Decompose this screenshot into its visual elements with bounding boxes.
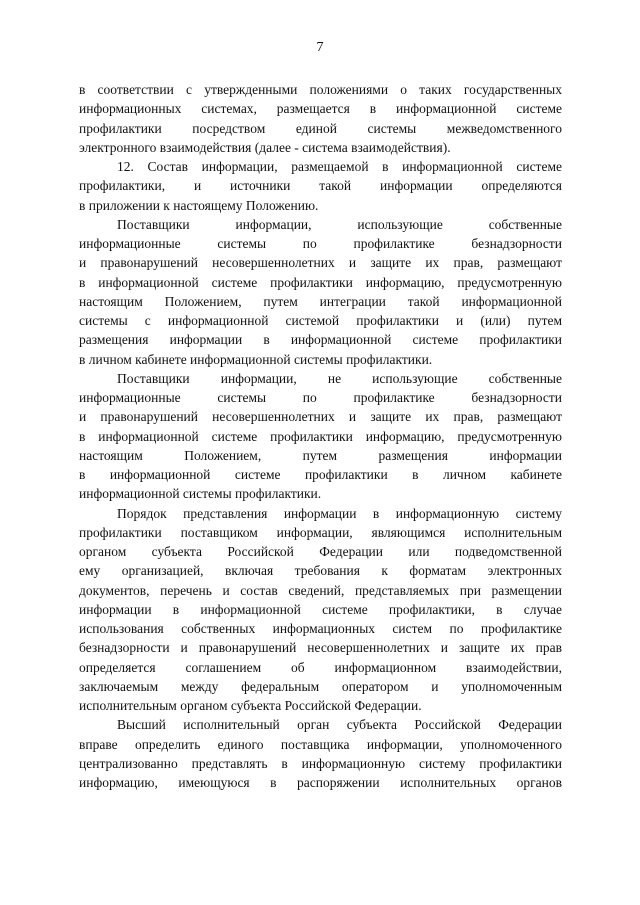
text-line: ему организацией, включая требования к форматам электронных (79, 563, 562, 579)
text-line: использования собственных информационных систем по профилактике (79, 621, 562, 636)
paragraph-3 (79, 215, 562, 369)
text-line: Высший исполнительный орган субъекта Российской Федерации (117, 717, 562, 733)
text-line: Порядок представления информации в информационную систему (117, 505, 562, 521)
document-body (79, 80, 562, 792)
text-line: информационной системы профилактики. (79, 486, 322, 502)
text-line: и правонарушений несовершеннолетних и защите их прав, размещают (79, 409, 562, 425)
text-line: заключаемым между федеральным оператором и уполномоченным (79, 678, 562, 694)
paragraph-6 (79, 715, 562, 792)
text-line: размещения информации в информационной системе профилактики (79, 332, 562, 348)
text-line: органом субъекта Российской Федерации или подведомственной (79, 544, 562, 559)
text-line: профилактики посредством единой системы межведомственного (79, 120, 562, 136)
text-line: в приложении к настоящему Положению. (79, 197, 319, 213)
text-line: 12. Состав информации, размещаемой в информационной системе (117, 159, 562, 174)
page-number: 7 (316, 40, 324, 55)
text-line: информационных системах, размещается в информационной системе (79, 101, 562, 117)
text-line: электронного взаимодействия (далее - система взаимодействия). (79, 139, 451, 155)
text-line: в информационной системе профилактики в личном кабинете (79, 467, 562, 482)
text-line: в информационной системе профилактики информацию, предусмотренную (79, 428, 562, 444)
text-line: в личном кабинете информационной системы профилактики. (79, 351, 433, 367)
text-line: системы с информационной системой профилактики и (или) путем (79, 313, 562, 328)
text-line: настоящим Положением, путем размещения информации (79, 447, 562, 463)
text-line: информационные системы по профилактике безнадзорности (79, 390, 562, 405)
paragraph-5 (79, 504, 562, 716)
text-line: централизованно представлять в информационную систему профилактики (79, 755, 562, 771)
text-line: Поставщики информации, не использующие собственные (117, 370, 562, 386)
text-line: и правонарушений несовершеннолетних и защите их прав, размещают (79, 255, 562, 271)
text-line: профилактики, и источники такой информации определяются (79, 178, 562, 194)
text-line: в информационной системе профилактики информацию, предусмотренную (79, 274, 562, 290)
text-line: безнадзорности и правонарушений несовершеннолетних и защите их прав (79, 640, 562, 656)
text-line: в соответствии с утвержденными положениями о таких государственных (79, 82, 562, 97)
text-line: Поставщики информации, использующие собственные (117, 216, 562, 232)
paragraph-1 (79, 80, 562, 157)
text-line: настоящим Положением, путем интеграции такой информационной (79, 293, 562, 309)
text-line: информационные системы по профилактике безнадзорности (79, 236, 562, 251)
text-line: информации в информационной системе профилактики, в случае (79, 601, 562, 617)
paragraph-2 (79, 157, 562, 215)
text-line: определяется соглашением об информационном взаимодействии, (79, 659, 562, 675)
text-line: документов, перечень и состав сведений, представляемых при размещении (79, 582, 562, 598)
text-line: профилактики поставщиком информации, являющимся исполнительным (79, 524, 562, 540)
text-line: вправе определить единого поставщика информации, уполномоченного (79, 736, 562, 752)
text-line: информацию, имеющуюся в распоряжении исполнительных органов (79, 775, 562, 790)
text-line: исполнительным органом субъекта Российской Федерации. (79, 698, 422, 713)
paragraph-4 (79, 369, 562, 504)
